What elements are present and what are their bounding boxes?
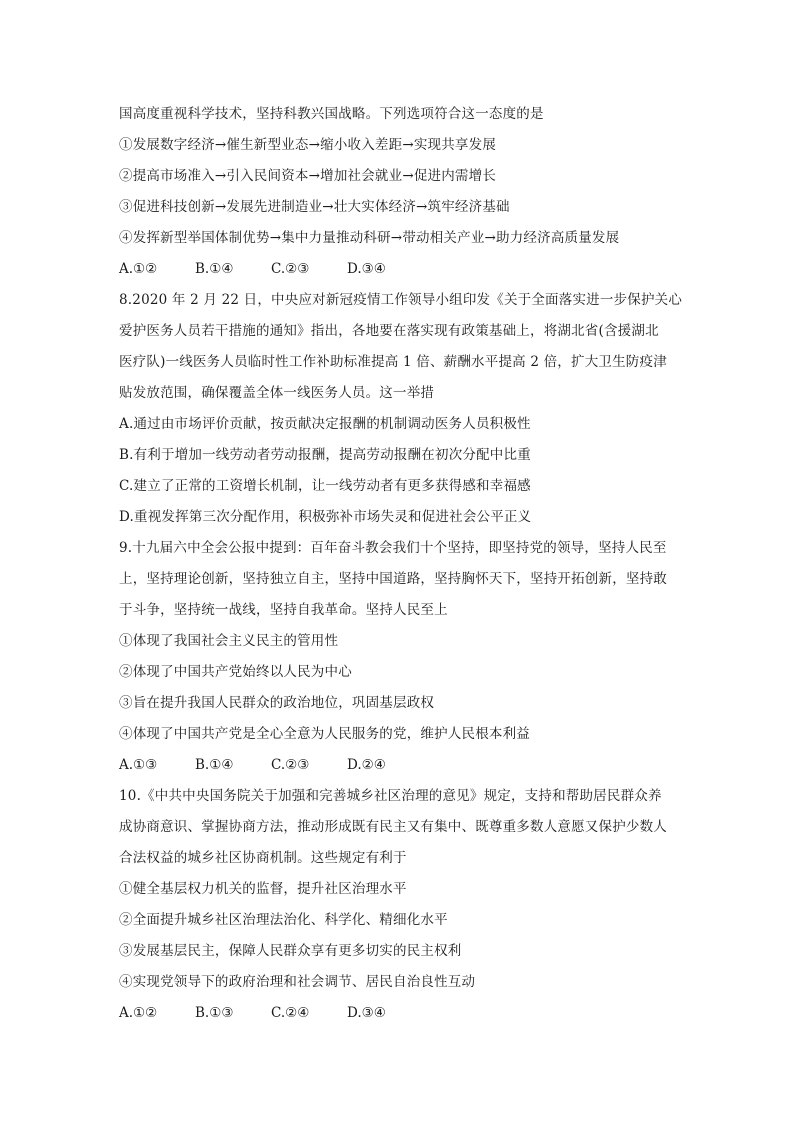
answer-option-b: B.①④ bbox=[195, 757, 234, 773]
statement-item: ①健全基层权力机关的监督，提升社区治理水平 bbox=[119, 881, 407, 897]
question-stem: 国高度重视科学技术，坚持科教兴国战略。下列选项符合这一态度的是 bbox=[119, 106, 544, 122]
question-stem: 10.《中共中央国务院关于加强和完善城乡社区治理的意见》规定，支持和帮助居民群众养 bbox=[119, 788, 662, 804]
answer-option-c: C.②③ bbox=[271, 757, 310, 773]
answer-option-a: A.①③ bbox=[119, 757, 158, 773]
statement-item: ④体现了中国共产党是全心全意为人民服务的党，维护人民根本利益 bbox=[119, 726, 530, 742]
question-7 bbox=[119, 99, 679, 285]
statement-item: ②提高市场准入→引入民间资本→增加社会就业→促进内需增长 bbox=[119, 168, 497, 184]
answer-option-a: A.①② bbox=[119, 261, 158, 277]
choice-b: B.有利于增加一线劳动者劳动报酬，提高劳动报酬在初次分配中比重 bbox=[119, 447, 531, 463]
question-9 bbox=[119, 533, 679, 781]
answer-option-c: C.②③ bbox=[271, 261, 310, 277]
exam-page bbox=[119, 99, 683, 1029]
statement-item: ②全面提升城乡社区治理法治化、科学化、精细化水平 bbox=[119, 912, 448, 928]
answer-option-a: A.①② bbox=[119, 1005, 158, 1021]
statement-item: ①体现了我国社会主义民主的管用性 bbox=[119, 633, 339, 649]
statement-item: ③促进科技创新→发展先进制造业→壮大实体经济→筑牢经济基础 bbox=[119, 199, 510, 215]
question-stem: 8.2020 年 2 月 22 日，中央应对新冠疫情工作领导小组印发《关于全面落实进一步保护关心 bbox=[119, 292, 683, 308]
statement-item: ①发展数字经济→催生新型业态→缩小收入差距→实现共享发展 bbox=[119, 137, 497, 153]
answer-options bbox=[119, 998, 679, 1029]
statement-item: ④实现党领导下的政府治理和社会调节、居民自治良性互动 bbox=[119, 974, 476, 990]
choice-a: A.通过由市场评价贡献，按贡献决定报酬的机制调动医务人员积极性 bbox=[119, 416, 531, 432]
question-10 bbox=[119, 781, 679, 1029]
answer-option-c: C.②④ bbox=[271, 1005, 310, 1021]
answer-option-b: B.①③ bbox=[195, 1005, 234, 1021]
answer-option-d: D.②④ bbox=[347, 757, 386, 773]
question-stem: 9.十九届六中全会公报中提到：百年奋斗教会我们十个坚持，即坚持党的领导，坚持人民至 bbox=[119, 540, 667, 556]
statement-item: ④发挥新型举国体制优势→集中力量推动科研→带动相关产业→助力经济高质量发展 bbox=[119, 230, 620, 246]
statement-item: ③发展基层民主，保障人民群众享有更多切实的民主权利 bbox=[119, 943, 462, 959]
question-stem: 成协商意识、掌握协商方法，推动形成既有民主又有集中、既尊重多数人意愿又保护少数人 bbox=[119, 819, 667, 835]
answer-option-d: D.③④ bbox=[347, 261, 386, 277]
question-stem: 上，坚持理论创新，坚持独立自主，坚持中国道路，坚持胸怀天下，坚持开拓创新，坚持敢 bbox=[119, 571, 667, 587]
answer-option-d: D.③④ bbox=[347, 1005, 386, 1021]
choice-d: D.重视发挥第三次分配作用，积极弥补市场失灵和促进社会公平正义 bbox=[119, 509, 532, 525]
question-stem: 合法权益的城乡社区协商机制。这些规定有利于 bbox=[119, 850, 407, 866]
question-stem: 爱护医务人员若干措施的通知》指出，各地要在落实现有政策基础上，将湖北省(含援湖北 bbox=[119, 323, 659, 339]
question-8 bbox=[119, 285, 683, 533]
answer-options bbox=[119, 254, 679, 285]
question-stem: 医疗队)一线医务人员临时性工作补助标准提高 1 倍、薪酬水平提高 2 倍，扩大卫生防疫津 bbox=[119, 354, 667, 370]
statement-item: ③旨在提升我国人民群众的政治地位，巩固基层政权 bbox=[119, 695, 435, 711]
question-stem: 贴发放范围，确保覆盖全体一线医务人员。这一举措 bbox=[119, 385, 435, 401]
answer-option-b: B.①④ bbox=[195, 261, 234, 277]
answer-options bbox=[119, 750, 679, 781]
choice-c: C.建立了正常的工资增长机制，让一线劳动者有更多获得感和幸福感 bbox=[119, 478, 531, 494]
question-stem: 于斗争，坚持统一战线，坚持自我革命。坚持人民至上 bbox=[119, 602, 448, 618]
statement-item: ②体现了中国共产党始终以人民为中心 bbox=[119, 664, 352, 680]
